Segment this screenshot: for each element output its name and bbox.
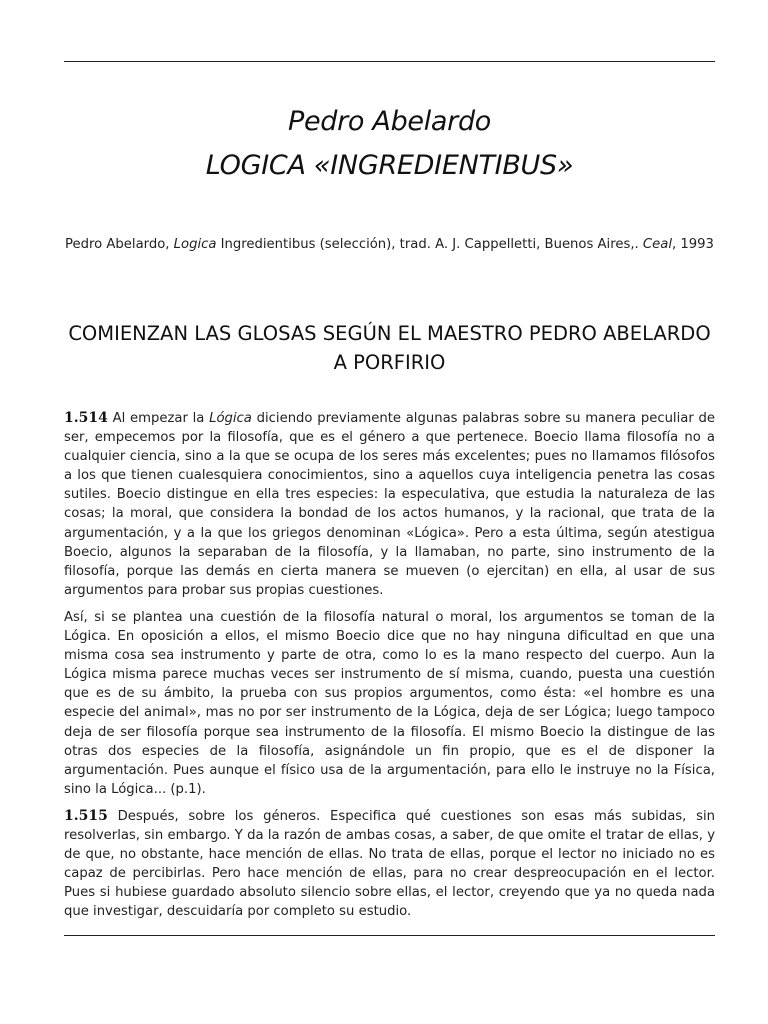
citation-part1: Pedro Abelardo, <box>65 237 174 252</box>
paragraph-text: Así, si se plantea una cuestión de la filosofía natural o moral, los argumentos se toman de la Lógica. En oposición a ellos, el mismo Boecio dice que no hay ninguna dificultad en que una misma cosa sea instrumento y parte de otra, como lo es la mano respecto del cuerpo. Aun la Lógica misma parece muchas veces ser instrumento de sí misma, cuando, puesta una cuestión que es de su ámbito, la prueba con sus propios argumentos, como ésta: «el hombre es una especie del animal», mas no por ser instrumento de la Lógica, deja de ser Lógica; luego tampoco deja de ser filosofía porque sea instrumento de la filosofía. El mismo Boecio la distingue de las otras dos especies de la filosofía, asignándole un fin propio, que es el de disponer la argumentación. Pues aunque el físico usa de la argumentación, para ello le instruye no la Física, sino la Lógica... (p.1). <box>64 609 715 797</box>
paragraph-number: 1.514 <box>64 410 108 426</box>
citation-part2: Ingredientibus (selección), trad. A. J. Cappelletti, Buenos Aires,. <box>216 237 643 252</box>
citation <box>64 235 715 254</box>
paragraph-emphasis: Lógica <box>209 411 252 426</box>
paragraph-number: 1.515 <box>64 807 108 824</box>
paragraph-text: Después, sobre los géneros. Especifica qué cuestiones son esas más subidas, sin resolverlas, sin embargo. Y da la razón de ambas cosas, a saber, de que omite el tratar de ellas, y de que, no obstante, hace mención de ellas. No trata de ellas, porque el lector no iniciado no es capaz de percibirlas. Pero hace mención de ellas, para no crear despreocupación en el lector. Pues si hubiese guardado absoluto silencio sobre ellas, el lector, creyendo que ya no queda nada que investigar, descuidaría por completo su estudio. <box>64 808 715 920</box>
bottom-divider <box>64 935 715 936</box>
paragraph-1515 <box>64 807 715 922</box>
author-title: Pedro Abelardo <box>287 106 492 137</box>
paragraph-text: diciendo previamente algunas palabras sobre su manera peculiar de ser, empecemos por la filosofía, que es el género a que pertenece. Boecio llama filosofía no a cualquier ciencia, sino a la que se ocupa de los seres más excelentes; pues no llamamos filósofos a los que tienen cualesquiera conocimientos, sino a aquellos cuya inteligencia penetra las cosas sutiles. Boecio distingue en ella tres especies: la especulativa, que estudia la naturaleza de las cosas; la moral, que considera la bondad de los actos humanos, y la racional, que trata de la argumentación, y a la que los griegos denominan «Lógica». Pero a esta última, según atestigua Boecio, algunos la separaban de la filosofía, y la llamaban, no parte, sino instrumento de la filosofía, porque las demás en cierta manera se mueven (o ejercitan) en ella, al usar de sus argumentos para probar sus propias cuestiones. <box>64 411 715 598</box>
work-title: LOGICA «INGREDIENTIBUS» <box>205 150 574 181</box>
section-heading: COMIENZAN LAS GLOSAS SEGÚN EL MAESTRO PEDRO ABELARDO A PORFIRIO <box>68 322 711 374</box>
paragraph-1514 <box>64 409 715 600</box>
citation-part3: , 1993 <box>672 237 714 252</box>
top-divider <box>64 61 715 62</box>
citation-logica: Logica <box>173 237 217 252</box>
body-text <box>64 409 715 929</box>
paragraph-2 <box>64 608 715 799</box>
citation-ceal: Ceal <box>642 237 672 252</box>
paragraph-text: Al empezar la <box>107 411 210 426</box>
